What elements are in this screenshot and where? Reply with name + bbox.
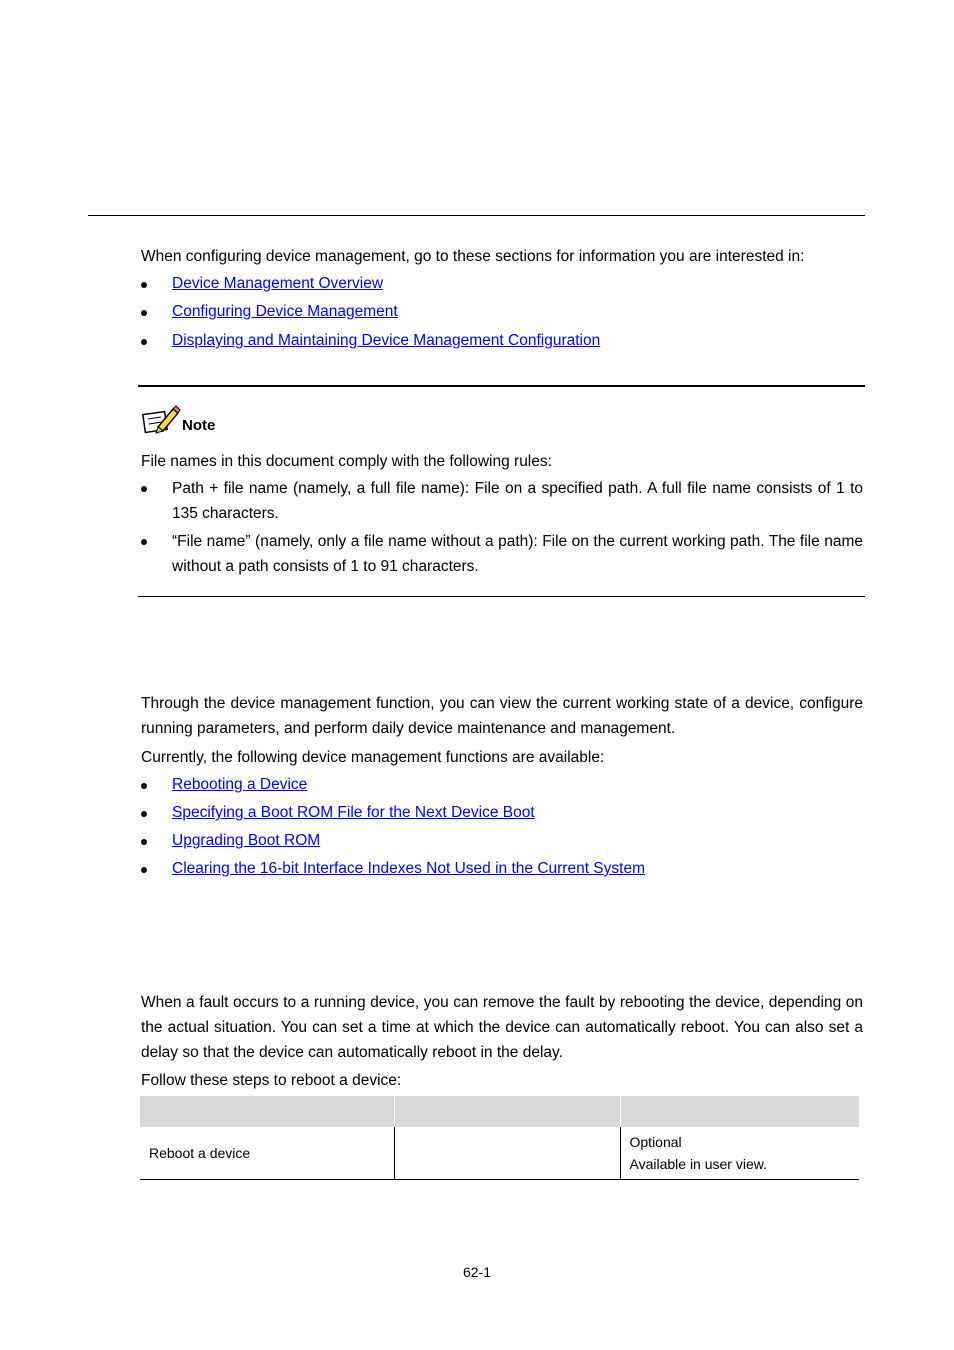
remarks-optional: Optional [629, 1134, 682, 1150]
bullet [141, 839, 147, 845]
link-configuring-device-management[interactable]: Configuring Device Management [172, 303, 398, 320]
bullet [141, 282, 147, 288]
bullet [141, 867, 147, 873]
bullet [141, 339, 147, 345]
link-rebooting-a-device[interactable]: Rebooting a Device [172, 776, 308, 793]
link-specifying-boot-rom-file[interactable]: Specifying a Boot ROM File for the Next Device Boot [172, 804, 535, 821]
note-bottom-divider [138, 596, 865, 597]
overview-paragraph: Through the device management function, you can view the current working state of a device, configure running parameters, and perform daily device maintenance and management. [141, 695, 863, 737]
link-clearing-interface-indexes[interactable]: Clearing the 16-bit Interface Indexes Not Used in the Current System [172, 860, 645, 877]
bullet [141, 539, 147, 545]
reboot-steps-intro: Follow these steps to reboot a device: [141, 1072, 402, 1089]
bullet [141, 310, 147, 316]
link-displaying-maintaining[interactable]: Displaying and Maintaining Device Management Configuration [172, 332, 601, 349]
table-header-row [140, 1096, 859, 1127]
note-pencil-icon [141, 404, 181, 436]
intro-text: When configuring device management, go to these sections for information you are interested in: [141, 248, 805, 265]
note-item-file-name: “File name” (namely, only a file name without a path): File on the current working path. The file name without a path consists of 1 to 91 characters. [172, 533, 863, 575]
remarks-user-view: Available in user view. [629, 1156, 767, 1172]
link-device-management-overview[interactable]: Device Management Overview [172, 275, 384, 292]
note-item-full-file-name: Path + file name (namely, a full file name): File on a specified path. A full file name consists of 1 to 135 characters. [172, 480, 863, 522]
note-label: Note [182, 417, 216, 434]
bullet [141, 811, 147, 817]
note-text: File names in this document comply with the following rules: [141, 453, 552, 470]
reboot-paragraph: When a fault occurs to a running device, you can remove the fault by rebooting the device, depending on the actual situation. You can set a time at which the device can automatically reboot. You can also set a delay so that the device can automatically reboot in the delay. [141, 994, 863, 1061]
overview-functions-intro: Currently, the following device management functions are available: [141, 749, 605, 766]
table-header-cell [394, 1096, 620, 1127]
bullet [141, 783, 147, 789]
remarks-cell [620, 1127, 859, 1180]
note-top-divider [138, 385, 865, 387]
page-number: 62-1 [462, 1264, 492, 1280]
table-row [140, 1127, 859, 1180]
reboot-steps-table [140, 1096, 859, 1180]
task-cell: Reboot a device [140, 1127, 394, 1180]
table-header-cell [140, 1096, 394, 1127]
link-upgrading-boot-rom[interactable]: Upgrading Boot ROM [172, 832, 321, 849]
bullet [141, 486, 147, 492]
command-cell [394, 1127, 620, 1180]
top-divider [88, 215, 865, 216]
table-header-cell [620, 1096, 859, 1127]
